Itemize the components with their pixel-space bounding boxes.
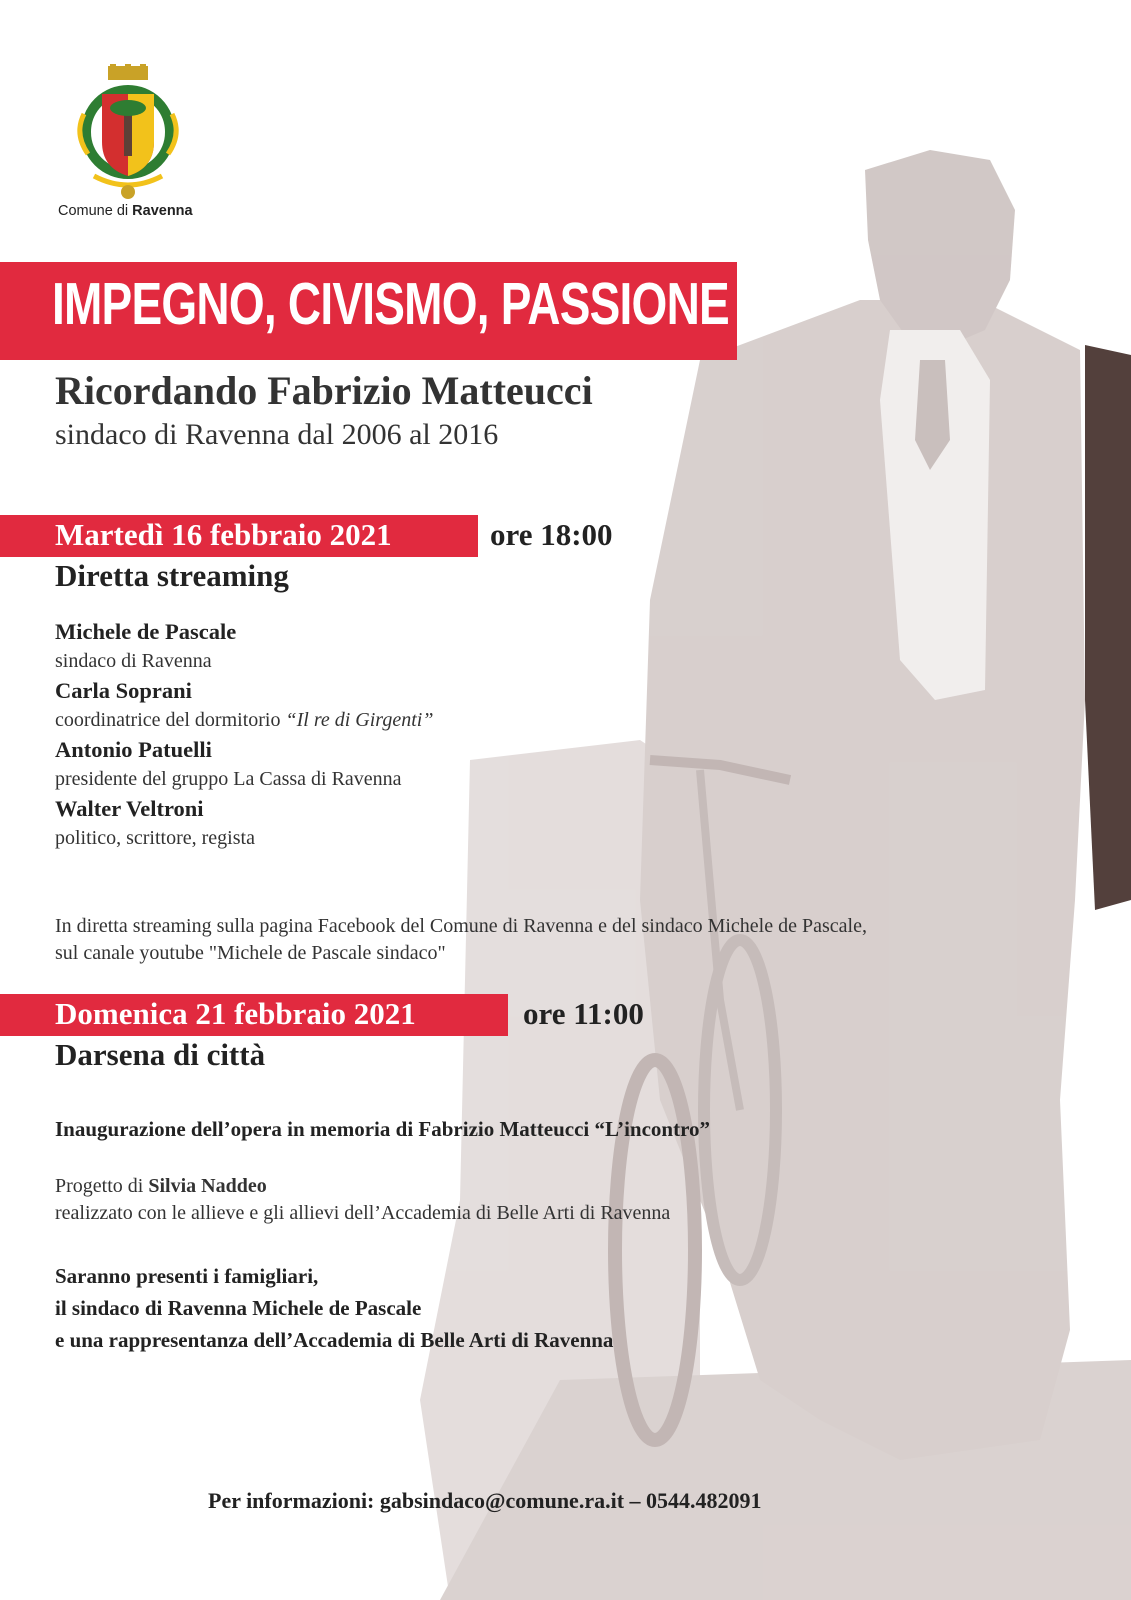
speaker-name: Antonio Patuelli (55, 737, 212, 762)
speaker-name: Michele de Pascale (55, 619, 237, 644)
speaker-role: politico, scrittore, regista (55, 827, 255, 849)
speaker-list (55, 616, 575, 852)
event2-date: Domenica 21 febbraio 2021 (55, 996, 416, 1031)
speaker-item (55, 793, 575, 852)
subtitle: Ricordando Fabrizio Matteucci (55, 368, 593, 413)
inauguration-text: Inaugurazione dell’opera in memoria di Fabrizio Matteucci “L’incontro” (55, 1117, 711, 1141)
speaker-item (55, 734, 575, 793)
speaker-role: coordinatrice del dormitorio “Il re di Girgenti” (55, 709, 434, 731)
speaker-role: sindaco di Ravenna (55, 650, 212, 672)
speaker-name: Carla Soprani (55, 678, 192, 703)
streaming-info: In diretta streaming sulla pagina Facebook del Comune di Ravenna e del sindaco Michele de Pascale, sul canale youtube "Michele de Pascale sindaco" (55, 915, 867, 964)
event2-heading: Darsena di città (55, 1037, 266, 1072)
contact-info: Per informazioni: gabsindaco@comune.ra.it – 0544.482091 (208, 1488, 762, 1513)
speaker-item (55, 675, 575, 734)
speaker-role: presidente del gruppo La Cassa di Ravenna (55, 768, 402, 790)
project-author: Silvia Naddeo (148, 1175, 267, 1197)
event2-time: ore 11:00 (523, 996, 644, 1031)
event1-heading: Diretta streaming (55, 558, 289, 593)
event1-time: ore 18:00 (490, 517, 613, 552)
project-credit: Progetto di Silvia Naddeo realizzato con le allieve e gli allievi dell’Accademia di Belle Arti di Ravenna (55, 1175, 671, 1224)
speaker-item (55, 616, 575, 675)
event1-date: Martedì 16 febbraio 2021 (55, 517, 392, 552)
presence-text: Saranno presenti i famigliari, il sindaco di Ravenna Michele de Pascale e una rappresentanza dell’Accademia di Belle Arti di Ravenna (55, 1264, 614, 1352)
subsubtitle: sindaco di Ravenna dal 2006 al 2016 (55, 418, 499, 451)
logo-label: Comune di Ravenna (58, 203, 193, 219)
main-title: IMPEGNO, CIVISMO, PASSIONE (52, 271, 729, 337)
speaker-name: Walter Veltroni (55, 796, 204, 821)
coat-of-arms-logo (74, 64, 182, 204)
